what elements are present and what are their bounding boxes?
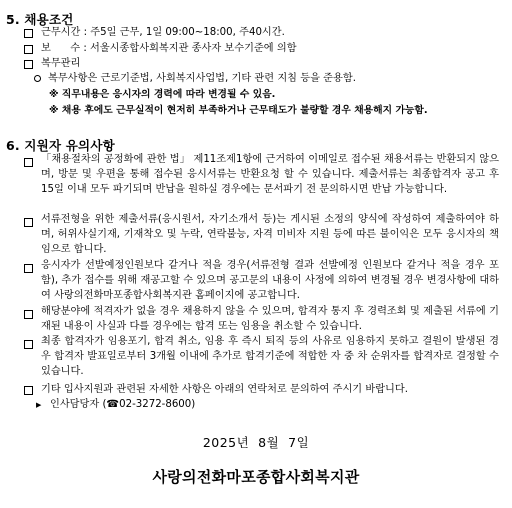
section6-title: 6. 지원자 유의사항	[6, 138, 115, 153]
circle-bullet-icon	[34, 75, 41, 82]
triangle-bullet-icon: ▶	[36, 401, 42, 409]
section6-item-2: 서류전형을 위한 제출서류(응시원서, 자기소개서 등)는 게시된 소정의 양식에 작성하여 제출하여야 하며, 허위사실기재, 기재착오 및 누락, 연락불능, 자격 미비자 지원 등에 따른 불이익은 모두 응시자의 책임으로 합니다.	[41, 214, 499, 256]
section5-note-1: ※ 직무내용은 응시자의 경력에 따라 변경될 수 있음.	[49, 89, 276, 100]
section6-item-1: 「채용절차의 공정화에 관한 법」 제11조제1항에 근거하여 이메일로 접수된 채용서류는 반환되지 않으며, 방문 및 우편을 통해 접수된 응시서류는 반환요청 할 수 있습니다. 제출서류는 최종합격자 공고 후 15일 이내 모두 파기되며 반납을 원하실 경우에는 문서파기 전 문의하시면 반납 가능합니다.	[41, 154, 499, 196]
checkbox-icon	[24, 60, 33, 69]
section6-item-3: 응시자가 선발예정인원보다 같거나 적을 경우(서류전형 결과 선발예정 인원보다 같거나 적을 경우 포함), 추가 접수를 위해 재공고할 수 있으며 공고문의 내용이 사정에 의하여 변경될 경우 변경사항에 대하여 사랑의전화마포종합사회복지관 홈페이지에 공고합니다.	[41, 260, 499, 302]
section5-item-pay: 보 수 : 서울시종합사회복지관 종사자 보수기준에 의함	[41, 43, 297, 54]
checkbox-icon	[24, 158, 33, 167]
section6-contact: 인사담당자 (☎02-3272-8600)	[50, 399, 196, 410]
checkbox-icon	[24, 264, 33, 273]
checkbox-icon	[24, 218, 33, 227]
section5-item-management: 복무관리	[41, 58, 81, 69]
checkbox-icon	[24, 45, 33, 54]
document-date: 2025년 8월 7일	[202, 435, 310, 450]
section6-item-6: 기타 입사지원과 관련된 자세한 사항은 아래의 연락처로 문의하여 주시기 바랍니다.	[41, 384, 408, 395]
checkbox-icon	[24, 386, 33, 395]
section5-item-hours: 근무시간 : 주5일 근무, 1일 09:00~18:00, 주40시간.	[41, 27, 285, 38]
section5-subitem: 복무사항은 근로기준법, 사회복지사업법, 기타 관련 지침 등을 준용함.	[48, 73, 356, 84]
organization-name: 사랑의전화마포종합사회복지관	[152, 468, 360, 486]
checkbox-icon	[24, 340, 33, 349]
section5-note-2: ※ 채용 후에도 근무실적이 현저히 부족하거나 근무태도가 불량할 경우 채용해지 가능함.	[49, 105, 428, 116]
checkbox-icon	[24, 29, 33, 38]
section6-item-5: 최종 합격자가 임용포기, 합격 취소, 임용 후 즉시 퇴직 등의 사유로 임용하지 못하고 결원이 발생된 경우 합격자 발표일로부터 3개월 이내에 추가로 합격기준에 적합한 자 중 차 순위자를 합격자로 결정할 수 있습니다.	[41, 336, 499, 378]
checkbox-icon	[24, 310, 33, 319]
section6-item-4: 해당분야에 적격자가 없을 경우 채용하지 않을 수 있으며, 합격자 통지 후 경력조회 및 제출된 서류에 기재된 내용이 사실과 다를 경우에는 합격 또는 임용을 취소할 수 있습니다.	[41, 306, 499, 333]
section5-title: 5. 채용조건	[6, 12, 74, 27]
